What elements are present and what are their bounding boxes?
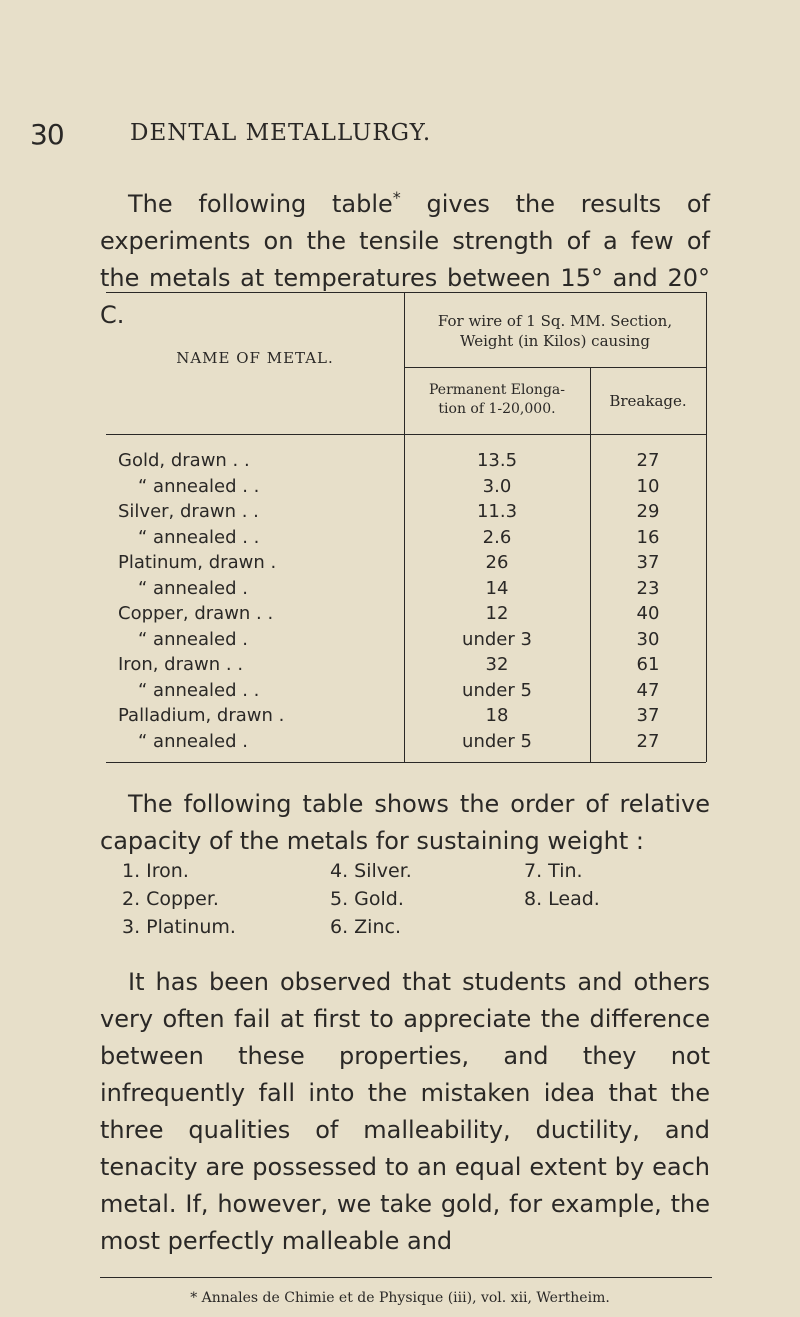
table-row (106, 525, 706, 551)
elongation-cell: 32 (485, 654, 509, 675)
metal-name-cell: Silver, drawn . . (118, 501, 259, 522)
metal-name-cell: Iron, drawn . . (118, 654, 244, 675)
breakage-cell: 10 (636, 475, 660, 497)
breakage-cell: 23 (636, 577, 660, 599)
breakage-cell: 37 (636, 705, 660, 726)
breakage-cell: 30 (636, 628, 660, 650)
elongation-cell: under 3 (462, 628, 532, 650)
elongation-cell: 18 (485, 705, 509, 726)
list-item: 6. Zinc. (330, 916, 401, 938)
table-row (106, 474, 706, 500)
list-item: 2. Copper. (122, 888, 219, 910)
metal-name-cell: Palladium, drawn . (118, 705, 285, 726)
breakage-cell: 47 (636, 679, 660, 701)
metal-name-cell: “ annealed . (138, 730, 248, 752)
header-wire (404, 311, 706, 351)
header-wire-line2: Weight (in Kilos) causing (460, 332, 650, 350)
metal-name-cell: Copper, drawn . . (118, 603, 274, 624)
table-row (106, 678, 706, 704)
list-item: 5. Gold. (330, 888, 404, 910)
list-item: 7. Tin. (524, 860, 583, 882)
breakage-cell: 40 (636, 603, 660, 624)
intro-text-before: The following table (128, 190, 393, 218)
header-metal-name: NAME OF METAL. (176, 349, 334, 367)
list-item: 1. Iron. (122, 860, 189, 882)
table-row (106, 627, 706, 653)
table-top-rule (106, 292, 706, 293)
table-row (106, 703, 706, 729)
elongation-cell: 2.6 (482, 526, 512, 548)
elongation-cell: under 5 (462, 730, 532, 752)
header-bottom-rule (106, 434, 706, 435)
breakage-cell: 16 (636, 526, 660, 548)
header-elongation-line1: Permanent Elonga- (429, 382, 565, 398)
elongation-cell: under 5 (462, 679, 532, 701)
header-wire-line1: For wire of 1 Sq. MM. Section, (437, 312, 673, 330)
table-row (106, 576, 706, 602)
right-rule (706, 292, 707, 762)
elongation-cell: 3.0 (482, 475, 512, 497)
table-row (106, 550, 706, 576)
elongation-cell: 13.5 (476, 450, 518, 471)
table-row (106, 499, 706, 525)
table-body (106, 448, 706, 754)
breakage-cell: 37 (636, 552, 660, 573)
header-breakage: Breakage. (609, 392, 687, 410)
order-intro-paragraph: The following table shows the order of relative capacity of the metals for sustaining weight : (100, 790, 710, 855)
metal-name-cell: “ annealed . . (138, 679, 260, 701)
elongation-cell: 26 (485, 552, 509, 573)
footnote: * Annales de Chimie et de Physique (iii), vol. xii, Wertheim. (190, 1290, 610, 1306)
table-row (106, 652, 706, 678)
elongation-cell: 14 (485, 577, 509, 599)
running-head (30, 118, 770, 152)
elongation-cell: 11.3 (476, 501, 518, 522)
metal-name-cell: “ annealed . (138, 577, 248, 599)
footnote-rule (100, 1277, 712, 1278)
metal-name-cell: Gold, drawn . . (118, 450, 250, 471)
list-item: 4. Silver. (330, 860, 412, 882)
list-item: 8. Lead. (524, 888, 600, 910)
breakage-cell: 61 (636, 654, 660, 675)
page-number: 30 (30, 118, 64, 151)
metal-name-cell: Platinum, drawn . (118, 552, 277, 573)
header-elongation-line2: tion of 1-20,000. (438, 401, 556, 417)
metal-name-cell: “ annealed . . (138, 526, 260, 548)
breakage-cell: 29 (636, 501, 660, 522)
running-title: DENTAL METALLURGY. (130, 120, 432, 146)
table-row (106, 729, 706, 755)
breakage-cell: 27 (636, 450, 660, 471)
tensile-strength-table (106, 292, 706, 764)
table-row (106, 601, 706, 627)
table-bottom-rule (106, 762, 706, 763)
header-sub-rule (404, 367, 706, 368)
metal-name-cell: “ annealed . (138, 628, 248, 650)
footnote-marker: * (392, 188, 401, 207)
list-item: 3. Platinum. (122, 916, 236, 938)
breakage-cell: 27 (636, 730, 660, 752)
metal-name-cell: “ annealed . . (138, 475, 260, 497)
intro-text-after: gives the results of experiments on the tensile strength of a few of the metals at temperatures between 15° and 20° C. (100, 190, 710, 329)
body-paragraph: It has been observed that students and others very often fail at first to appreciate the difference between these properties, and they not infrequently fall into the mistaken idea that the three qualities of malleability, ductility, and tenacity are possessed to an equal extent by each metal. If, however, we take gold, for example, the most perfectly malleable and (100, 968, 710, 1255)
table-row (106, 448, 706, 474)
header-elongation (404, 381, 590, 419)
elongation-cell: 12 (485, 603, 509, 624)
